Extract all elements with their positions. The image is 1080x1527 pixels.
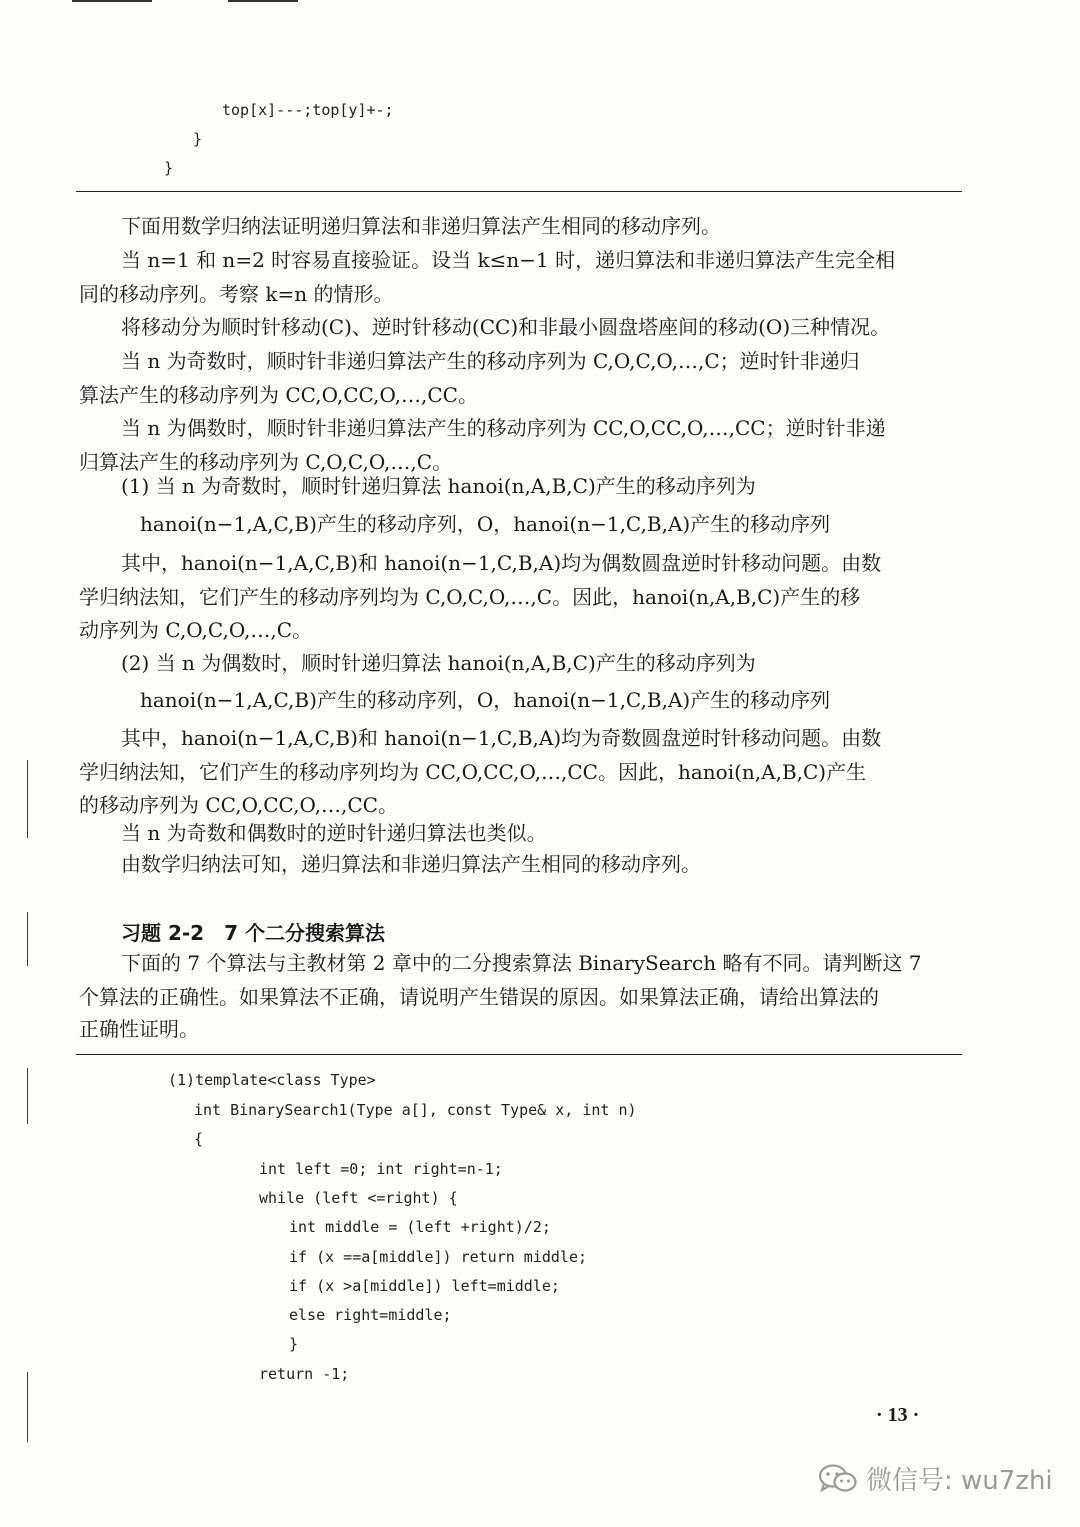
scan-margin-mark <box>27 760 28 838</box>
code-line: } <box>289 1335 299 1353</box>
top-edge-mark <box>72 0 152 2</box>
code-line: while (left <=right) { <box>259 1189 458 1207</box>
paragraph-line: 其中，hanoi(n−1,A,C,B)和 hanoi(n−1,C,B,A)均为偶数圆盘逆时针移动问题。由数 <box>121 551 882 575</box>
paragraph-line: 学归纳法知，它们产生的移动序列均为 C,O,C,O,…,C。因此，hanoi(n,A,B,C)产生的移 <box>79 585 861 609</box>
code-line: { <box>194 1130 204 1148</box>
page-number: · 13 · <box>876 1404 920 1426</box>
scan-margin-mark <box>27 1372 28 1442</box>
paragraph-line: (1) 当 n 为奇数时，顺时针递归算法 hanoi(n,A,B,C)产生的移动序列为 <box>121 474 756 498</box>
paragraph-line: 学归纳法知，它们产生的移动序列均为 CC,O,CC,O,…,CC。因此，hanoi(n,A,B,C)产生 <box>79 760 867 784</box>
paragraph-line: 当 n 为偶数时，顺时针非递归算法产生的移动序列为 CC,O,CC,O,…,CC；逆时针非递 <box>121 416 886 440</box>
code-line: if (x >a[middle]) left=middle; <box>289 1277 560 1295</box>
paragraph-line: 由数学归纳法可知，递归算法和非递归算法产生相同的移动序列。 <box>121 852 701 876</box>
scan-margin-mark <box>27 1068 28 1124</box>
paragraph-line: 下面的 7 个算法与主教材第 2 章中的二分搜索算法 BinarySearch 略有不同。请判断这 7 <box>121 951 922 975</box>
paragraph-line: 正确性证明。 <box>79 1017 199 1041</box>
exercise-title: 习题 2-2 7 个二分搜索算法 <box>121 921 385 945</box>
top-edge-mark <box>228 0 298 2</box>
code-line: top[x]---;top[y]+-; <box>222 101 394 119</box>
paragraph-line: 当 n 为奇数时，顺时针非递归算法产生的移动序列为 C,O,C,O,…,C；逆时针非递归 <box>121 349 860 373</box>
code-line: } <box>164 159 174 177</box>
paragraph-line: 归算法产生的移动序列为 C,O,C,O,…,C。 <box>79 450 453 474</box>
code-line: else right=middle; <box>289 1306 452 1324</box>
paragraph-line: 个算法的正确性。如果算法不正确，请说明产生错误的原因。如果算法正确，请给出算法的 <box>79 985 879 1009</box>
code-line: return -1; <box>259 1365 350 1383</box>
code-line: (1)template<class Type> <box>168 1071 376 1089</box>
wechat-icon <box>818 1463 858 1495</box>
code-line: } <box>193 130 203 148</box>
paragraph-line: 当 n 为奇数和偶数时的逆时针递归算法也类似。 <box>121 821 547 845</box>
watermark <box>818 1460 1053 1497</box>
paragraph-line: 其中，hanoi(n−1,A,C,B)和 hanoi(n−1,C,B,A)均为奇数圆盘逆时针移动问题。由数 <box>121 726 882 750</box>
paragraph-line: hanoi(n−1,A,C,B)产生的移动序列，O，hanoi(n−1,C,B,A)产生的移动序列 <box>140 512 831 536</box>
code-line: int middle = (left +right)/2; <box>289 1218 551 1236</box>
code-line: int left =0; int right=n-1; <box>259 1160 503 1178</box>
paragraph-line: 动序列为 C,O,C,O,…,C。 <box>79 618 313 642</box>
scan-margin-mark <box>27 912 28 966</box>
paragraph-line: hanoi(n−1,A,C,B)产生的移动序列，O，hanoi(n−1,C,B,A)产生的移动序列 <box>140 688 831 712</box>
paragraph-line: 将移动分为顺时针移动(C)、逆时针移动(CC)和非最小圆盘塔座间的移动(O)三种情况。 <box>121 315 891 339</box>
paragraph-line: 当 n=1 和 n=2 时容易直接验证。设当 k≤n−1 时，递归算法和非递归算法产生完全相 <box>121 248 896 272</box>
paragraph-line: 算法产生的移动序列为 CC,O,CC,O,…,CC。 <box>79 383 478 407</box>
section-divider <box>76 1054 962 1055</box>
paragraph-line: 的移动序列为 CC,O,CC,O,…,CC。 <box>79 793 398 817</box>
code-line: int BinarySearch1(Type a[], const Type& x, int n) <box>194 1101 637 1119</box>
code-line: if (x ==a[middle]) return middle; <box>289 1248 588 1266</box>
section-divider <box>76 191 962 192</box>
watermark-text: 微信号: wu7zhi <box>866 1466 1053 1496</box>
paragraph-line: 下面用数学归纳法证明递归算法和非递归算法产生相同的移动序列。 <box>121 214 721 238</box>
paragraph-line: (2) 当 n 为偶数时，顺时针递归算法 hanoi(n,A,B,C)产生的移动序列为 <box>121 651 756 675</box>
paragraph-line: 同的移动序列。考察 k=n 的情形。 <box>79 282 394 306</box>
